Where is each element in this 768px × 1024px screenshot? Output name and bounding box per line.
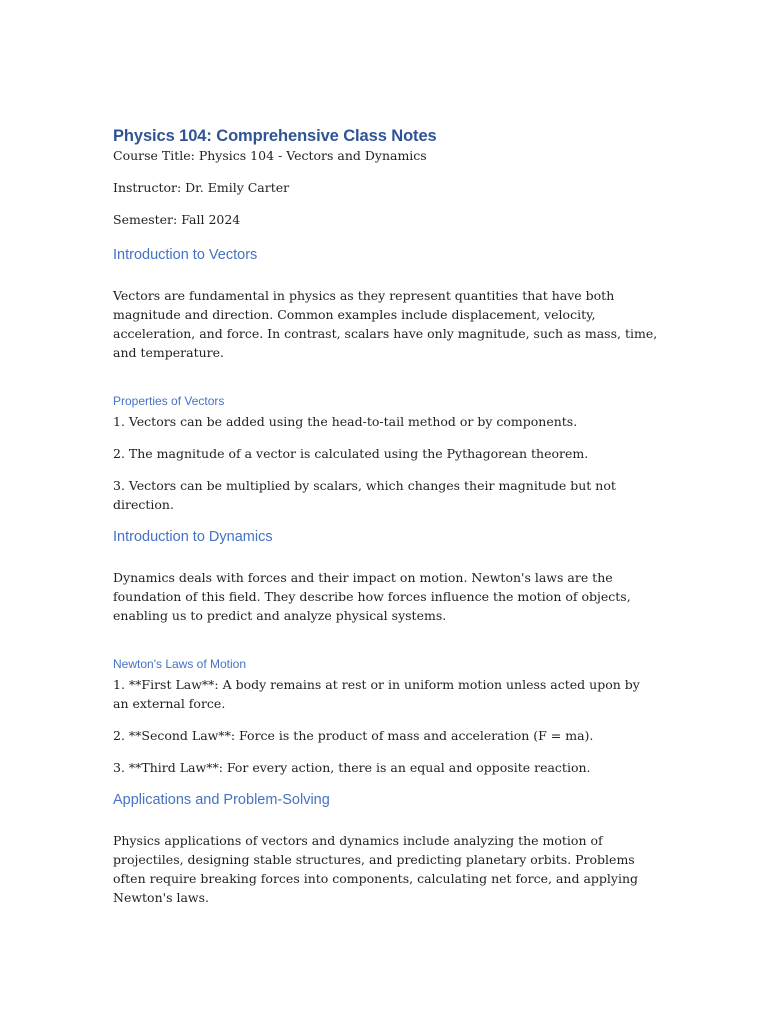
course-title: Course Title: Physics 104 - Vectors and Dynamics (113, 148, 427, 163)
document-page (113, 126, 658, 907)
heading-newtons-laws: Newton's Laws of Motion (113, 657, 247, 671)
list-item: 1. Vectors can be added using the head-to-tail method or by components. (113, 414, 578, 429)
heading-properties-of-vectors: Properties of Vectors (113, 394, 225, 408)
list-item: 2. **Second Law**: Force is the product of mass and acceleration (F = ma). (113, 728, 594, 743)
semester: Semester: Fall 2024 (113, 212, 241, 227)
list-item: 1. **First Law**: A body remains at rest or in uniform motion unless acted upon by an external force. (113, 677, 640, 711)
instructor: Instructor: Dr. Emily Carter (113, 180, 290, 195)
list-item: 3. **Third Law**: For every action, there is an equal and opposite reaction. (113, 760, 591, 775)
dynamics-body: Dynamics deals with forces and their impact on motion. Newton's laws are the foundation of this field. They describe how forces influence the motion of objects, enabling us to predict and analyze physical systems. (113, 570, 631, 623)
applications-body: Physics applications of vectors and dynamics include analyzing the motion of projectiles, designing stable structures, and predicting planetary orbits. Problems often require breaking forces into components, calculating net force, and applying Newton's laws. (113, 833, 639, 905)
heading-applications: Applications and Problem-Solving (113, 792, 330, 808)
document-title: Physics 104: Comprehensive Class Notes (113, 127, 437, 145)
list-item: 3. Vectors can be multiplied by scalars, which changes their magnitude but not direction. (113, 478, 616, 512)
list-item: 2. The magnitude of a vector is calculated using the Pythagorean theorem. (113, 446, 589, 461)
vectors-body: Vectors are fundamental in physics as they represent quantities that have both magnitude and direction. Common examples include displacement, velocity, acceleration, and force. In contrast, scalars have only magnitude, such as mass, time, and temperature. (113, 288, 658, 360)
heading-vectors: Introduction to Vectors (113, 247, 258, 263)
heading-dynamics: Introduction to Dynamics (113, 529, 273, 545)
